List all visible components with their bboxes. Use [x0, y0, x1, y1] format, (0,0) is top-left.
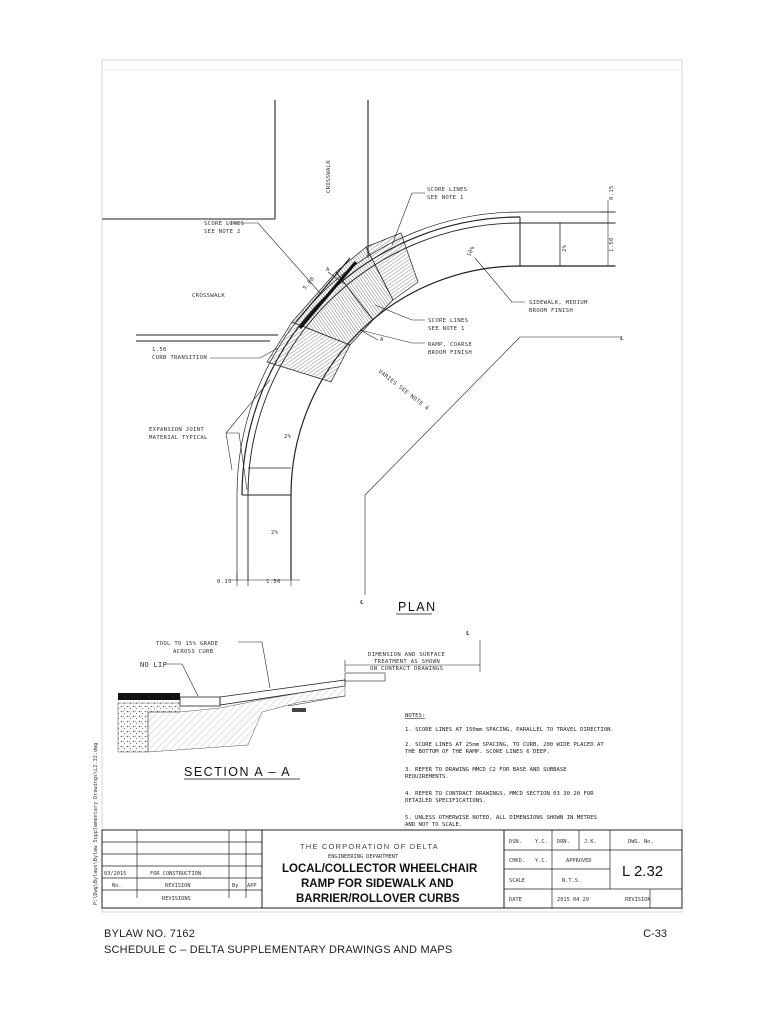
dim-500: 5.00: [301, 276, 316, 292]
note-line: 3. REFER TO DRAWING MMCD C2 FOR BASE AND SUBBASE: [405, 767, 567, 773]
sidewalk-finish-b: BROOM FINISH: [529, 308, 574, 314]
curb-transition-dim: 1.50: [152, 347, 167, 353]
expansion-joint-a: EXPANSION JOINT: [149, 427, 205, 433]
dim-surface-b: TREATMENT AS SHOWN: [374, 659, 441, 665]
notes-block: [405, 713, 614, 828]
score-lines-note1-mid-a: SCORE LINES: [428, 318, 469, 324]
note-line: 2. SCORE LINES AT 25mm SPACING, TO CURB, 200 WIDE PLACED AT: [405, 742, 604, 748]
crosswalk-vertical-label: CROSSWALK: [326, 159, 332, 193]
plan-view: [102, 100, 624, 614]
revision-description: FOR CONSTRUCTION: [150, 871, 202, 877]
centreline-bottom: ℄: [360, 600, 364, 606]
revision-col-app: APP: [247, 883, 257, 889]
side-file-path: P:\Dwg\Bylaws\Bylaw Supplementary Drawings\L2.32.dwg: [93, 742, 99, 905]
tool-grade-a: TOOL TO 15% GRADE: [156, 641, 219, 647]
dim-015-top: 0.15: [609, 185, 615, 200]
revision-col-revision: REVISION: [165, 883, 191, 889]
schedule-line: SCHEDULE C – DELTA SUPPLEMENTARY DRAWINGS AND MAPS: [104, 944, 453, 956]
section-centreline: ℄: [466, 631, 470, 637]
varies-note: VARIES SEE NOTE 4: [376, 368, 430, 412]
note-line: DETAILED SPECIFICATIONS.: [405, 798, 486, 804]
revision-col-by: By: [232, 883, 239, 889]
page-number: C-33: [643, 928, 667, 940]
note-line: AND NOT TO SCALE.: [405, 822, 463, 828]
note-line: REQUIREMENTS.: [405, 774, 449, 780]
dsn-value: Y.C.: [535, 839, 548, 845]
note-line: 1. SCORE LINES AT 150mm SPACING, PARALLEL TO TRAVEL DIRECTION.: [405, 727, 614, 733]
drawing-title-3: BARRIER/ROLLOVER CURBS: [296, 893, 460, 905]
dim-015-bottom: 0.15: [217, 579, 232, 585]
drawing-title-2: RAMP FOR SIDEWALK AND: [301, 878, 454, 890]
score-lines-note2-b: SEE NOTE 2: [204, 229, 241, 235]
scale-label: SCALE: [509, 878, 525, 884]
dim-surface-a: DIMENSION AND SURFACE: [368, 652, 446, 658]
drawing-title-1: LOCAL/COLLECTOR WHEELCHAIR: [282, 863, 478, 875]
slope-ramp: 10%: [466, 245, 477, 258]
slope-mid: 2%: [284, 434, 292, 440]
revision-col-no: No.: [112, 883, 122, 889]
ramp-finish-a: RAMP, COARSE: [428, 342, 473, 348]
revision-date: 03/2015: [104, 871, 127, 877]
slope-top: 2%: [562, 244, 568, 252]
centreline-right: ℄: [620, 336, 624, 342]
section-title: SECTION A – A: [184, 765, 292, 779]
date-label: DATE: [509, 897, 522, 903]
dsn-label: DSN.: [509, 839, 522, 845]
section-mark-a-top: A: [326, 267, 330, 273]
title-block: [102, 830, 682, 908]
note-line: 5. UNLESS OTHERWISE NOTED, ALL DIMENSIONS SHOWN IN METRES: [405, 815, 597, 821]
drawing-number: L 2.32: [622, 863, 664, 880]
department-name: ENGINEERING DEPARTMENT: [328, 854, 399, 860]
section-view: [118, 631, 480, 779]
plan-title: PLAN: [398, 600, 437, 614]
scale-value: N.T.S.: [562, 878, 582, 884]
score-lines-note1-top-a: SCORE LINES: [427, 187, 468, 193]
notes-heading: NOTES:: [405, 713, 426, 719]
crosswalk-horizontal-label: CROSSWALK: [192, 293, 226, 299]
revision-label: REVISION: [625, 897, 651, 903]
dim-150-top: 1.50: [609, 237, 615, 252]
drn-value: J.K.: [584, 839, 597, 845]
ramp-finish-b: BROOM FINISH: [428, 350, 473, 356]
score-lines-note2-a: SCORE LINES: [204, 221, 245, 227]
slope-bottom: 2%: [271, 530, 279, 536]
bylaw-number: BYLAW NO. 7162: [104, 928, 196, 940]
dim-150-bottom: 1.50: [266, 579, 281, 585]
score-lines-note1-top-b: SEE NOTE 1: [427, 195, 464, 201]
sidewalk-finish-a: SIDEWALK, MEDIUM: [529, 300, 588, 306]
score-lines-note1-mid-b: SEE NOTE 1: [428, 326, 465, 332]
dim-surface-c: ON CONTRACT DRAWINGS: [370, 666, 444, 672]
note-line: THE BOTTOM OF THE RAMP. SCORE LINES 6 DEEP.: [405, 749, 550, 755]
expansion-joint-b: MATERIAL TYPICAL: [149, 435, 208, 441]
revisions-label: REVISIONS: [162, 896, 191, 902]
drawing-number-label: DWG. No.: [628, 839, 654, 845]
no-lip-label: NO LIP: [140, 661, 168, 669]
date-value: 2015 04 29: [557, 897, 589, 903]
tool-grade-b: ACROSS CURB: [173, 649, 214, 655]
approved-label: APPROVED: [566, 858, 592, 864]
note-line: 4. REFER TO CONTRACT DRAWINGS, MMCD SECTION 03 30 20 FOR: [405, 791, 594, 797]
chkd-label: CHKD.: [509, 858, 525, 864]
section-mark-a-bottom: A: [380, 337, 384, 343]
corporation-name: THE CORPORATION OF DELTA: [300, 842, 439, 851]
sheet-frame: [102, 60, 682, 912]
chkd-value: Y.C.: [535, 858, 548, 864]
curb-transition-label: CURB TRANSITION: [152, 355, 208, 361]
drn-label: DRN.: [557, 839, 570, 845]
